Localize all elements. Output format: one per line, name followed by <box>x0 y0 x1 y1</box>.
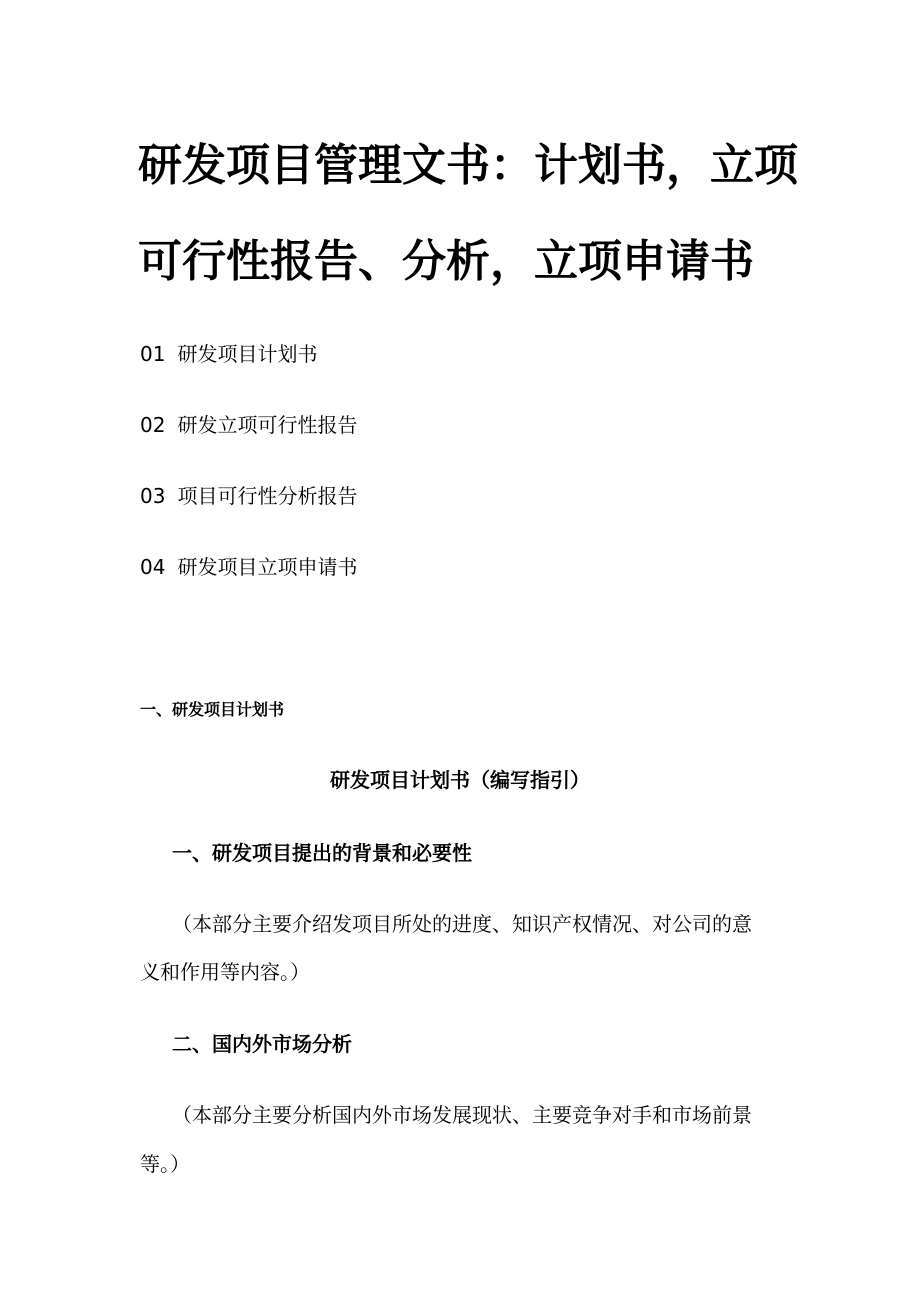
toc-item-label: 研发项目计划书 <box>177 342 318 366</box>
part1-heading: 一、研发项目提出的背景和必要性 <box>172 841 472 865</box>
part1-body-line-1: （本部分主要介绍发项目所处的进度、知识产权情况、对公司的意 <box>172 912 752 936</box>
toc-item-number: 02 <box>140 413 166 437</box>
toc-item <box>140 340 317 368</box>
document-title-line-2: 可行性报告、分析，立项申请书 <box>138 236 754 287</box>
part2-body-line-2: 等。） <box>140 1152 190 1176</box>
toc-item-label: 项目可行性分析报告 <box>177 484 358 508</box>
toc-item-number: 04 <box>140 555 166 579</box>
part2-heading: 二、国内外市场分析 <box>172 1032 352 1056</box>
toc-item-number: 01 <box>140 342 166 366</box>
toc-item-number: 03 <box>140 484 166 508</box>
toc-item-label: 研发项目立项申请书 <box>177 555 358 579</box>
section-label: 一、研发项目计划书 <box>140 700 285 719</box>
toc-item-label: 研发立项可行性报告 <box>177 413 358 437</box>
part1-body-line-2: 义和作用等内容。） <box>140 960 310 984</box>
toc-item <box>140 553 357 581</box>
plan-document-title: 研发项目计划书（编写指引） <box>330 768 590 792</box>
toc-item <box>140 411 357 439</box>
document-title-line-1: 研发项目管理文书：计划书，立项 <box>138 140 798 191</box>
toc-item <box>140 482 357 510</box>
part2-body-line-1: （本部分主要分析国内外市场发展现状、主要竞争对手和市场前景 <box>172 1103 752 1127</box>
